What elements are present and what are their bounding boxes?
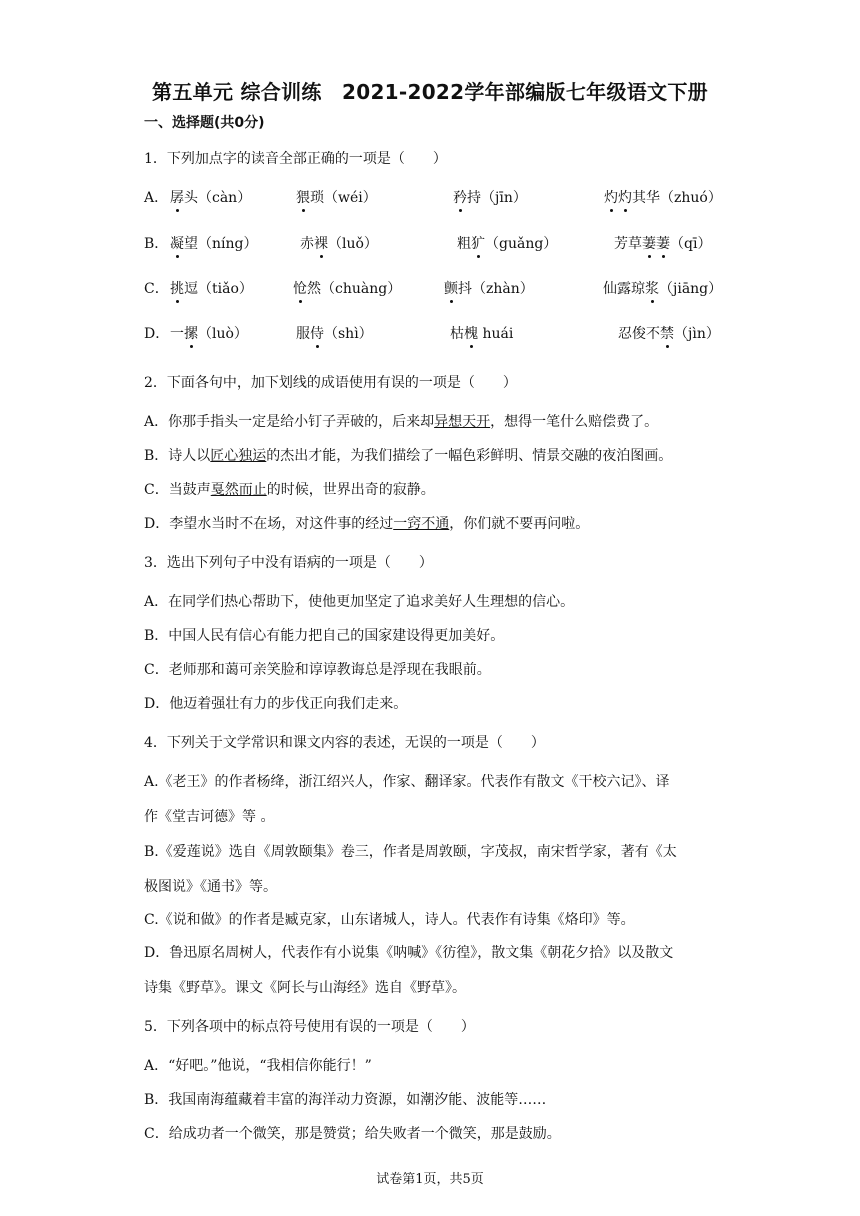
question-5-stem: 5．下列各项中的标点符号使用有误的一项是（ ） [144, 1019, 475, 1035]
question-5-option-a: A．“好吧。”他说，“我相信你能行！” [144, 1058, 372, 1074]
question-4-option-b-line-1: B.《爱莲说》选自《周敦颐集》卷三，作者是周敦颐，字茂叔，南宋哲学家，著有《太 [144, 844, 677, 860]
question-1-stem: 1．下列加点字的读音全部正确的一项是（ ） [144, 151, 447, 167]
page-footer: 试卷第1页，共5页 [376, 1172, 484, 1187]
question-4-option-c: C.《说和做》的作者是臧克家，山东诸城人，诗人。代表作有诗集《烙印》等。 [144, 912, 635, 928]
page-title: 第五单元 综合训练 2021-2022学年部编版七年级语文下册 [152, 80, 708, 104]
question-4-stem: 4．下列关于文学常识和课文内容的表述，无误的一项是（ ） [144, 735, 545, 751]
question-3-stem: 3．选出下列句子中没有语病的一项是（ ） [144, 555, 433, 571]
question-3-option-c: C．老师那和蔼可亲笑脸和谆谆教诲总是浮现在我眼前。 [144, 662, 491, 678]
question-3-option-d: D．他迈着强壮有力的步伐正向我们走来。 [144, 696, 408, 712]
question-4-option-a-line-1: A.《老王》的作者杨绛，浙江绍兴人，作家、翻译家。代表作有散文《干校六记》、译 [144, 774, 670, 790]
question-5-option-b: B．我国南海蕴藏着丰富的海洋动力资源，如潮汐能、波能等…… [144, 1092, 547, 1108]
question-2-option-a: A．你那手指头一定是给小钉子弄破的，后来却异想天开，想得一笔什么赔偿费了。 [144, 414, 659, 430]
section-heading: 一、选择题(共0分) [144, 115, 265, 131]
question-4-option-b-line-2: 极图说》《通书》等。 [144, 879, 277, 895]
question-4-option-d-line-2: 诗集《野草》。课文《阿长与山海经》选自《野草》。 [144, 980, 466, 996]
question-3-option-b: B．中国人民有信心有能力把自己的国家建设得更加美好。 [144, 628, 505, 644]
question-3-option-a: A．在同学们热心帮助下，使他更加坚定了追求美好人生理想的信心。 [144, 594, 575, 610]
question-5-option-c: C．给成功者一个微笑，那是赞赏；给失败者一个微笑，那是鼓励。 [144, 1126, 561, 1142]
question-2-option-d: D．李望水当时不在场，对这件事的经过一窍不通，你们就不要再问啦。 [144, 516, 590, 532]
question-2-option-b: B．诗人以匠心独运的杰出才能，为我们描绘了一幅色彩鲜明、情景交融的夜泊图画。 [144, 448, 673, 464]
question-4-option-d-line-1: D．鲁迅原名周树人，代表作有小说集《呐喊》《彷徨》，散文集《朝花夕拾》以及散文 [144, 945, 674, 961]
question-2-stem: 2．下面各句中，加下划线的成语使用有误的一项是（ ） [144, 375, 517, 391]
question-4-option-a-line-2: 作《堂吉诃德》等 。 [144, 809, 275, 825]
question-2-option-c: C．当鼓声戛然而止的时候，世界出奇的寂静。 [144, 482, 435, 498]
